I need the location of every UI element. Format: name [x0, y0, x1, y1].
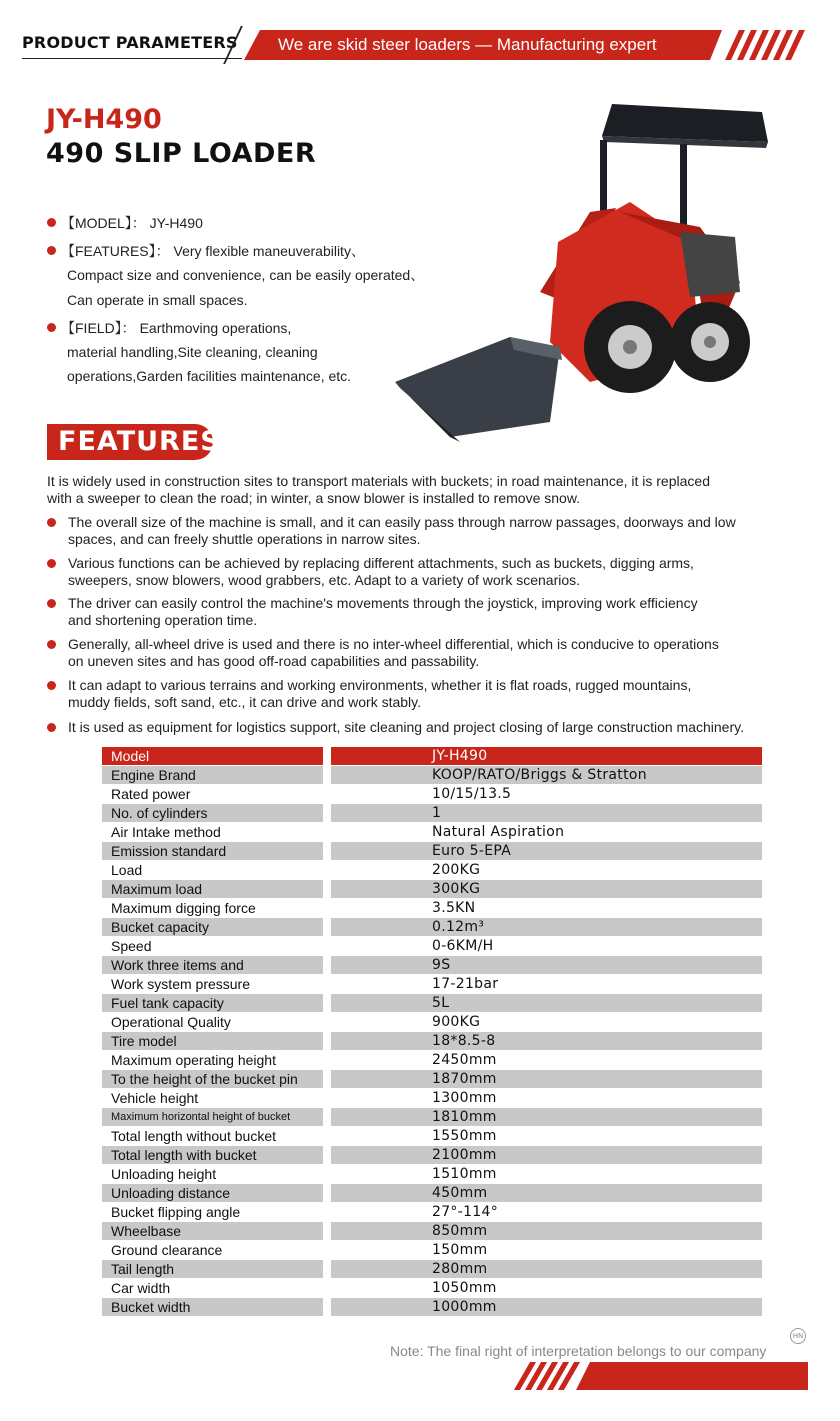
table-row-label: Operational Quality	[111, 1014, 231, 1030]
table-row-label: Total length with bucket	[102, 1146, 323, 1164]
table-row-label: No. of cylinders	[102, 804, 323, 822]
table-row-label: Wheelbase	[102, 1222, 323, 1240]
bullet-icon	[47, 599, 56, 608]
table-row-label: Total length without bucket	[111, 1128, 276, 1144]
table-row-label: Bucket width	[102, 1298, 323, 1316]
table-row-value: 1300mm	[432, 1090, 497, 1106]
product-name: 490 SLIP LOADER	[46, 138, 317, 169]
table-row-label: Work system pressure	[111, 976, 250, 992]
table-row-label: Bucket flipping angle	[111, 1204, 241, 1220]
feature-item: and shortening operation time.	[68, 612, 258, 628]
table-row-label: Unloading height	[111, 1166, 217, 1182]
features-intro: with a sweeper to clean the road; in winter, a snow blower is installed to remove snow.	[47, 490, 581, 506]
table-row-value: Euro 5-EPA	[331, 842, 762, 860]
bullet-icon	[47, 681, 56, 690]
table-row-value: 200KG	[432, 862, 481, 878]
field-line: 【FIELD】： Earthmoving operations,	[61, 320, 292, 336]
bullet-icon	[47, 218, 56, 227]
feature-item: The driver can easily control the machine's movements through the joystick, improving work efficiency	[68, 595, 698, 611]
features-title: FEATURES	[58, 426, 221, 457]
feature-item: It is used as equipment for logistics support, site cleaning and project closing of large construction machinery.	[68, 719, 744, 735]
skid-steer-loader-image	[390, 92, 775, 442]
table-row-label: Fuel tank capacity	[102, 994, 323, 1012]
table-row-label: To the height of the bucket pin	[102, 1070, 323, 1088]
table-row-value: 1870mm	[331, 1070, 762, 1088]
table-row-label: Unloading distance	[102, 1184, 323, 1202]
features-intro: It is widely used in construction sites to transport materials with buckets; in road maintenance, it is replaced	[47, 473, 710, 489]
table-row-label: Ground clearance	[111, 1242, 223, 1258]
table-row-label: Maximum load	[102, 880, 323, 898]
table-row-label: Rated power	[111, 786, 191, 802]
table-row-label: Vehicle height	[111, 1090, 199, 1106]
table-row-label: Load	[111, 862, 143, 878]
field-line: operations,Garden facilities maintenance, etc.	[67, 368, 352, 384]
product-code: JY-H490	[46, 104, 162, 135]
table-row-value: 3.5KN	[432, 900, 476, 916]
table-row-value: 18*8.5-8	[331, 1032, 762, 1050]
table-row-label: Tire model	[102, 1032, 323, 1050]
feature-item: spaces, and can freely shuttle operations in narrow sites.	[68, 531, 421, 547]
table-row-value: KOOP/RATO/Briggs & Stratton	[331, 766, 762, 784]
table-row-label: Car width	[111, 1280, 171, 1296]
table-row-value: 1550mm	[432, 1128, 497, 1144]
table-row-value: 5L	[331, 994, 762, 1012]
table-row-value: 300KG	[331, 880, 762, 898]
table-row-label: Maximum digging force	[111, 900, 256, 916]
feature-item: Various functions can be achieved by replacing different attachments, such as buckets, digging arms,	[68, 555, 694, 571]
bullet-icon	[47, 518, 56, 527]
table-row-label: Maximum operating height	[111, 1052, 276, 1068]
feature-item: muddy fields, soft sand, etc., it can drive and work stably.	[68, 694, 422, 710]
table-row-value: 1050mm	[432, 1280, 497, 1296]
table-row-label: Emission standard	[102, 842, 323, 860]
table-row-label: Engine Brand	[102, 766, 323, 784]
feature-item: sweepers, snow blowers, wood grabbers, etc. Adapt to a variety of work scenarios.	[68, 572, 581, 588]
table-row-value: 0.12m³	[331, 918, 762, 936]
table-row-value: 2450mm	[432, 1052, 497, 1068]
feature-item: on uneven sites and has good off-road capabilities and passability.	[68, 653, 480, 669]
table-row-value: 150mm	[432, 1242, 488, 1258]
table-row-value: 1810mm	[331, 1108, 762, 1126]
table-row-value: 10/15/13.5	[432, 786, 512, 802]
feature-item: It can adapt to various terrains and working environments, whether it is flat roads, rugged mountains,	[68, 677, 692, 693]
footer-band	[576, 1362, 808, 1390]
table-row-value: 1	[331, 804, 762, 822]
table-row-label: Bucket capacity	[102, 918, 323, 936]
model-line: 【MODEL】： JY-H490	[61, 215, 203, 231]
section-title: PRODUCT PARAMETERS	[22, 33, 238, 52]
table-row-label: Maximum horizontal height of bucket	[102, 1108, 323, 1126]
tagline-text: We are skid steer loaders — Manufacturing expert	[278, 35, 657, 54]
table-header-label: Model	[102, 747, 323, 765]
bullet-icon	[47, 323, 56, 332]
table-row-value: 9S	[331, 956, 762, 974]
bullet-icon	[47, 246, 56, 255]
bullet-icon	[47, 559, 56, 568]
table-row-label: Work three items and	[102, 956, 323, 974]
table-row-label: Air Intake method	[111, 824, 221, 840]
bullet-icon	[47, 723, 56, 732]
table-row-value: 900KG	[432, 1014, 481, 1030]
table-row-value: 2100mm	[331, 1146, 762, 1164]
table-row-value: 1510mm	[432, 1166, 497, 1182]
features-line: 【FEATURES】： Very flexible maneuverability、	[61, 243, 365, 259]
table-row-value: 280mm	[331, 1260, 762, 1278]
features-line: Can operate in small spaces.	[67, 292, 248, 308]
table-row-value: Natural Aspiration	[432, 824, 565, 840]
table-row-value: 1000mm	[331, 1298, 762, 1316]
header-underline	[22, 58, 242, 59]
bullet-icon	[47, 640, 56, 649]
table-row-value: 0-6KM/H	[432, 938, 494, 954]
feature-item: The overall size of the machine is small, and it can easily pass through narrow passages, doorways and low	[68, 514, 736, 530]
field-line: material handling,Site cleaning, cleaning	[67, 344, 318, 360]
table-row-label: Tail length	[102, 1260, 323, 1278]
hn-badge-icon: HN	[790, 1328, 806, 1344]
feature-item: Generally, all-wheel drive is used and there is no inter-wheel differential, which is conducive to operations	[68, 636, 719, 652]
table-row-value: 850mm	[331, 1222, 762, 1240]
table-row-label: Speed	[111, 938, 152, 954]
table-row-value: 27°-114°	[432, 1204, 498, 1220]
table-row-value: 17-21bar	[432, 976, 499, 992]
table-row-value: 450mm	[331, 1184, 762, 1202]
footer-note: Note: The final right of interpretation belongs to our company	[390, 1343, 767, 1359]
table-header-value: JY-H490	[331, 747, 762, 765]
features-line: Compact size and convenience, can be easily operated、	[67, 267, 425, 283]
